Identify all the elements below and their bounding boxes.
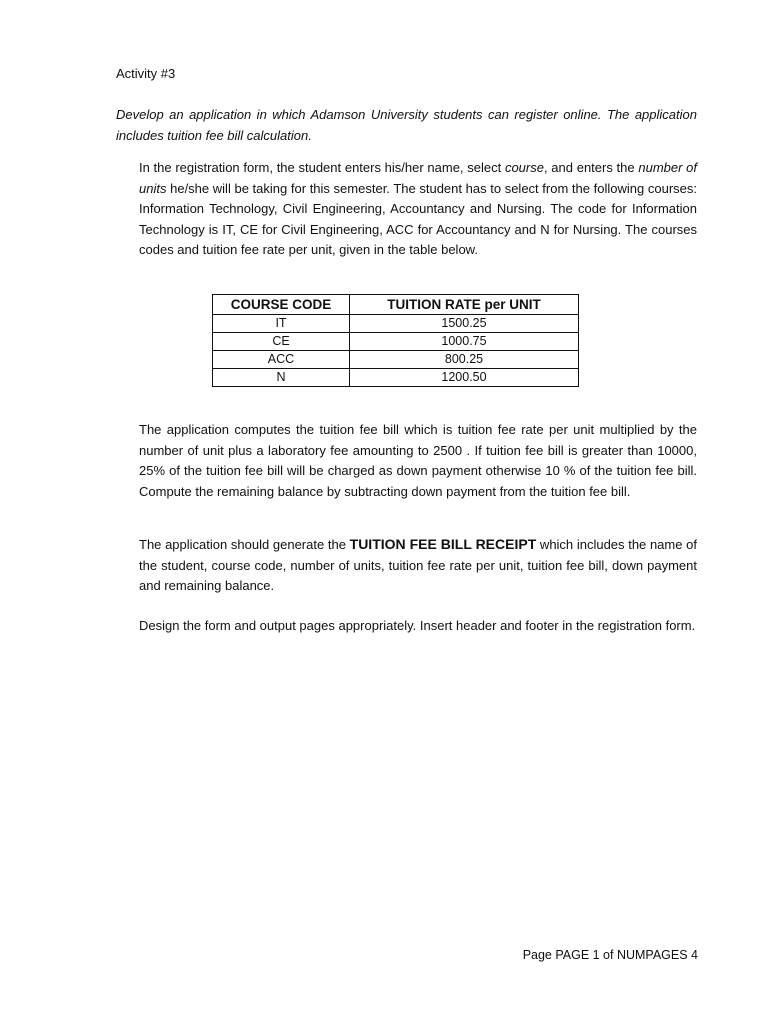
- tuition-rate-cell: 1500.25: [350, 315, 579, 333]
- receipt-title: TUITION FEE BILL RECEIPT: [349, 536, 537, 552]
- table-header-row: [213, 295, 579, 315]
- course-term: course: [504, 160, 544, 175]
- course-code-cell: IT: [213, 315, 350, 333]
- registration-text-1: In the registration form, the student enters his/her name, select: [139, 160, 505, 175]
- design-paragraph: Design the form and output pages appropriately. Insert header and footer in the registration form.: [139, 618, 696, 633]
- table-row: [213, 333, 579, 351]
- registration-text-2: , and enters the: [543, 160, 639, 175]
- registration-paragraph: [139, 158, 697, 261]
- tuition-rate-table: [212, 294, 579, 387]
- table-row: [213, 351, 579, 369]
- receipt-text-1: The application should generate the: [139, 537, 350, 552]
- table-row: [213, 315, 579, 333]
- tuition-rate-cell: 1200.50: [350, 369, 579, 387]
- units-term: number of units: [139, 160, 697, 196]
- intro-paragraph: Develop an application in which Adamson University students can register online. The application includes tuition fee bill calculation.: [116, 107, 697, 143]
- page-footer: Page PAGE 1 of NUMPAGES 4: [522, 948, 698, 962]
- receipt-text-2: which includes the name of the student, course code, number of units, tuition fee rate per unit, tuition fee bill, down payment and remaining balance.: [139, 537, 697, 593]
- registration-text-3: he/she will be taking for this semester. The student has to select from the following courses: Information Technology, Civil Engineering, Accountancy and Nursing. The code for Information Technology is IT, CE for Civil Engineering, ACC for Accountancy and N for Nursing. The courses codes and tuition fee rate per unit, given in the table below.: [139, 180, 697, 257]
- receipt-paragraph: [139, 534, 697, 597]
- course-code-cell: CE: [213, 333, 350, 351]
- tuition-rate-header: TUITION RATE per UNIT: [350, 295, 579, 315]
- activity-heading: Activity #3: [116, 66, 176, 81]
- tuition-rate-cell: 800.25: [350, 351, 579, 369]
- course-code-cell: N: [213, 369, 350, 387]
- tuition-rate-cell: 1000.75: [350, 333, 579, 351]
- table-row: [213, 369, 579, 387]
- course-code-cell: ACC: [213, 351, 350, 369]
- course-code-header: COURSE CODE: [213, 295, 350, 315]
- computation-paragraph: The application computes the tuition fee bill which is tuition fee rate per unit multiplied by the number of unit plus a laboratory fee amounting to 2500 . If tuition fee bill is greater than 10000, 25% of the tuition fee bill will be charged as down payment otherwise 10 % of the tuition fee bill. Compute the remaining balance by subtracting down payment from the tuition fee bill.: [139, 422, 697, 499]
